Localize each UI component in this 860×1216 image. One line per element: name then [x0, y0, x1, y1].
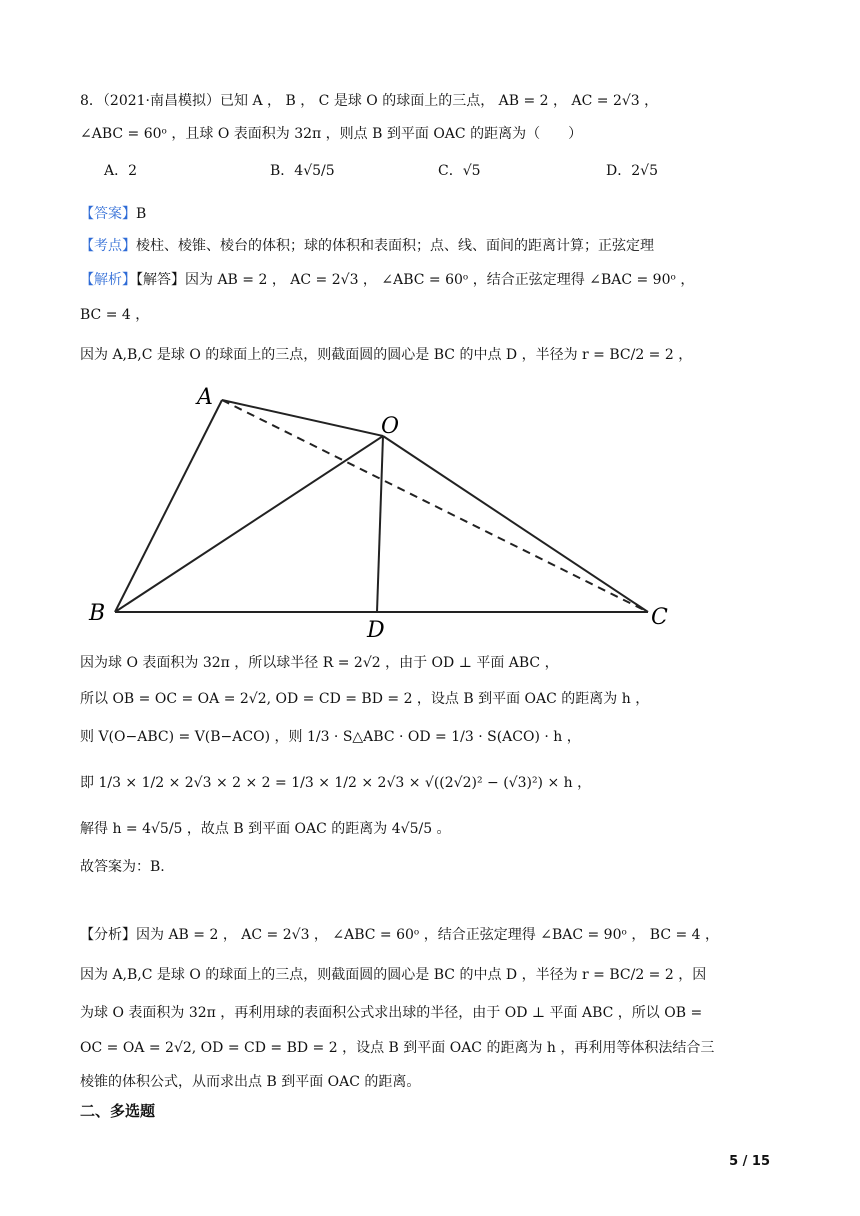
fenxi-line-2: 因为 A,B,C 是球 O 的球面上的三点，则截面圆的圆心是 BC 的中点 D ，半径为 r = BC/2 = 2 ，因: [80, 967, 707, 983]
jiexi-line-3: 因为 A,B,C 是球 O 的球面上的三点，则截面圆的圆心是 BC 的中点 D ，半径为 r = BC/2 = 2 ，: [80, 347, 693, 363]
fenxi-line-1: 【分析】因为 AB = 2 ， AC = 2√3 ， ∠ABC = 60ᵒ ，结合正弦定理得 ∠BAC = 90ᵒ ， BC = 4 ，: [80, 927, 720, 943]
answer-line: [80, 203, 146, 225]
kaodian-line: [80, 235, 654, 257]
answer-value: B: [136, 206, 147, 222]
section-heading: 二、多选题: [80, 1102, 156, 1120]
answer-tag: 【答案】: [80, 206, 136, 222]
label-d: D: [367, 618, 385, 640]
question-line-1: [80, 90, 658, 112]
question-source: （2021·南昌模拟）: [102, 93, 221, 109]
geometry-figure: [85, 380, 685, 640]
jiexi-line-8: 解得 h = 4√5/5 ，故点 B 到平面 OAC 的距离为 4√5/5 。: [80, 821, 451, 837]
edge-oc: [383, 436, 648, 612]
question-text-1: 已知 A ， B ， C 是球 O 的球面上的三点， AB = 2 ， AC = 2√3 ，: [220, 93, 659, 109]
option-a: A．2: [104, 163, 138, 179]
edge-od: [377, 436, 383, 612]
question-number: 8．: [80, 93, 103, 109]
jiexi-line-1: 【解析】【解答】因为 AB = 2 ， AC = 2√3 ， ∠ABC = 60ᵒ ，结合正弦定理得 ∠BAC = 90ᵒ ，: [80, 272, 695, 288]
jiexi-line-6: 则 V(O−ABC) = V(B−ACO) ，则 1/3 · S△ABC · OD = 1/3 · S(ACO) · h ，: [80, 729, 581, 745]
label-c: C: [651, 605, 668, 630]
label-o: O: [381, 414, 400, 439]
label-a: A: [197, 385, 213, 410]
kaodian-tag: 【考点】: [80, 238, 136, 254]
label-b: B: [89, 601, 106, 626]
jiexi-tag: 【解析】: [80, 272, 136, 288]
fenxi-line-4: OC = OA = 2√2, OD = CD = BD = 2 ，设点 B 到平面 OAC 的距离为 h ，再利用等体积法结合三: [80, 1040, 715, 1056]
jiexi-line-5: 所以 OB = OC = OA = 2√2, OD = CD = BD = 2 ，设点 B 到平面 OAC 的距离为 h ，: [80, 691, 650, 707]
jiexi-line-2: BC = 4 ，: [80, 307, 150, 323]
edge-ao: [222, 400, 383, 436]
jiexi-line-9: 故答案为：B.: [80, 859, 165, 875]
page-number: 5 / 15: [729, 1154, 770, 1169]
question-line-2: ∠ABC = 60ᵒ ，且球 O 表面积为 32π ，则点 B 到平面 OAC 的距离为（ ）: [80, 126, 583, 142]
option-b: B．4√5/5: [270, 163, 335, 179]
edge-ab: [115, 400, 222, 612]
option-c: C．√5: [438, 163, 481, 179]
edge-ob: [115, 436, 383, 612]
edge-ac-dashed: [222, 400, 648, 612]
kaodian-text: 棱柱、棱锥、棱台的体积；球的体积和表面积；点、线、面间的距离计算；正弦定理: [136, 238, 654, 254]
jiexi-line-4: 因为球 O 表面积为 32π ，所以球半径 R = 2√2 ，由于 OD ⊥ 平面 ABC ，: [80, 655, 559, 671]
fenxi-line-3: 为球 O 表面积为 32π ，再利用球的表面积公式求出球的半径，由于 OD ⊥ 平面 ABC ，所以 OB =: [80, 1005, 703, 1021]
option-d: D．2√5: [606, 163, 658, 179]
jiexi-line-7: 即 1/3 × 1/2 × 2√3 × 2 × 2 = 1/3 × 1/2 × 2√3 × √((2√2)² − (√3)²) × h ，: [80, 775, 592, 791]
fenxi-line-5: 棱锥的体积公式，从而求出点 B 到平面 OAC 的距离。: [80, 1074, 421, 1090]
